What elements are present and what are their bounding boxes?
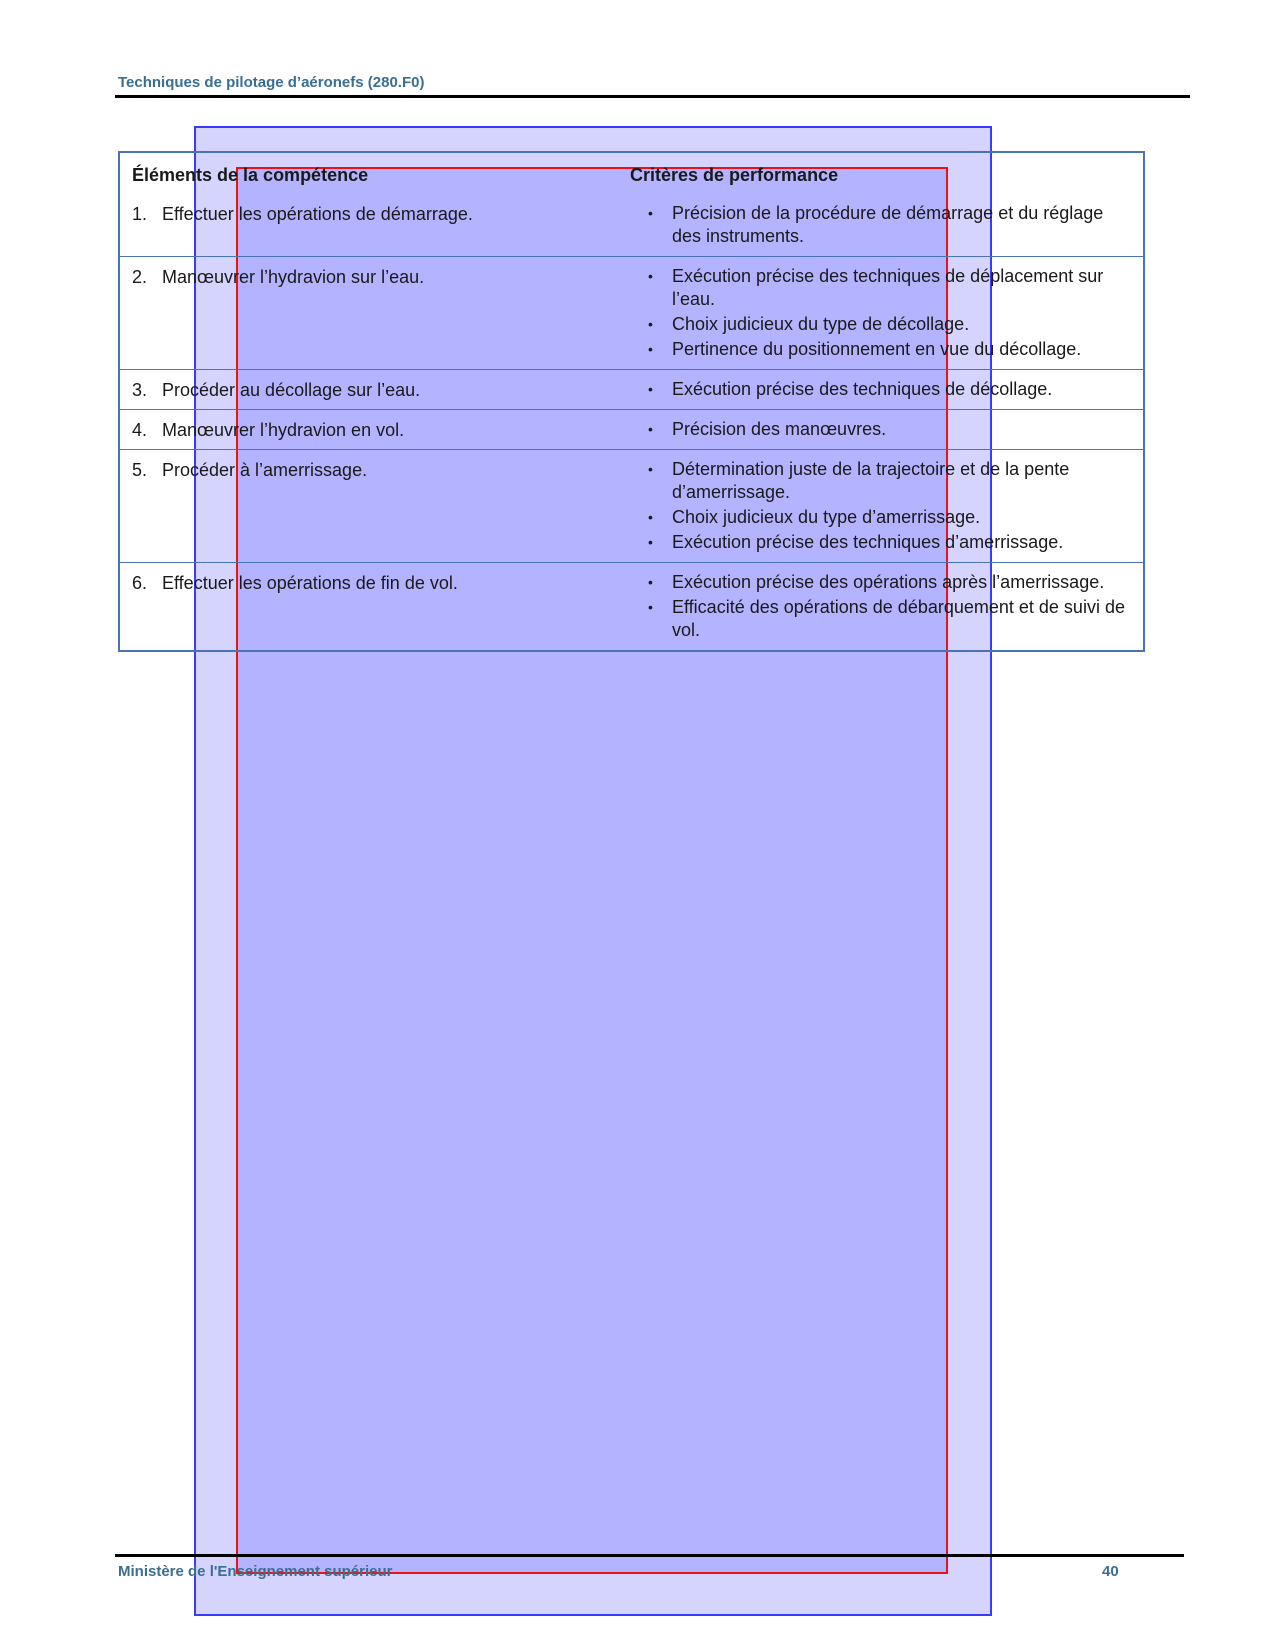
- criterion-text: Choix judicieux du type de décollage.: [672, 314, 970, 334]
- bullet-icon: •: [648, 534, 653, 550]
- bullet-icon: •: [648, 509, 653, 525]
- element-number: 6.: [132, 573, 148, 593]
- performance-criteria: [630, 563, 1143, 650]
- performance-criteria: [630, 410, 1143, 449]
- competency-element: [120, 257, 630, 369]
- column-header-criteria: Critères de performance: [630, 165, 839, 185]
- competency-element: [120, 194, 630, 256]
- element-text: Manœuvrer l’hydravion en vol.: [162, 420, 405, 440]
- criterion-text: Exécution précise des opérations après l’amerrissage.: [672, 572, 1105, 592]
- element-text: Manœuvrer l’hydravion sur l’eau.: [162, 267, 425, 287]
- table-row: [120, 369, 1143, 409]
- page-number: 40: [1102, 1563, 1119, 1580]
- criterion-item: [630, 378, 1135, 401]
- criterion-text: Précision de la procédure de démarrage et du réglage des instruments.: [672, 203, 1104, 246]
- element-number: 3.: [132, 380, 148, 400]
- element-number: 4.: [132, 420, 148, 440]
- competency-element: [120, 410, 630, 449]
- criterion-text: Détermination juste de la trajectoire et de la pente d’amerrissage.: [672, 459, 1070, 502]
- element-number: 1.: [132, 204, 148, 224]
- performance-criteria: [630, 194, 1143, 256]
- criterion-item: [630, 338, 1135, 361]
- bullet-icon: •: [648, 316, 653, 332]
- competency-element: [120, 563, 630, 650]
- header-rule: [115, 95, 1190, 98]
- bullet-icon: •: [648, 341, 653, 357]
- performance-criteria: [630, 370, 1143, 409]
- bullet-icon: •: [648, 421, 653, 437]
- criterion-item: [630, 313, 1135, 336]
- footer-ministry: Ministère de l'Enseignement supérieur: [118, 1563, 393, 1580]
- table-row: [120, 409, 1143, 449]
- criterion-item: [630, 531, 1135, 554]
- competency-element: [120, 370, 630, 409]
- performance-criteria: [630, 450, 1143, 562]
- criterion-text: Efficacité des opérations de débarquement et de suivi de vol.: [672, 597, 1125, 640]
- criterion-text: Exécution précise des techniques de déplacement sur l’eau.: [672, 266, 1104, 309]
- criterion-item: [630, 596, 1135, 642]
- element-number: 5.: [132, 460, 148, 480]
- bullet-icon: •: [648, 599, 653, 615]
- element-number: 2.: [132, 267, 148, 287]
- table-row: [120, 449, 1143, 562]
- table-row: [120, 256, 1143, 369]
- criterion-item: [630, 571, 1135, 594]
- bullet-icon: •: [648, 205, 653, 221]
- table-row: [120, 562, 1143, 650]
- criterion-text: Choix judicieux du type d’amerrissage.: [672, 507, 981, 527]
- criterion-item: [630, 265, 1135, 311]
- document-header: Techniques de pilotage d’aéronefs (280.F0): [118, 74, 425, 91]
- competency-table: [118, 151, 1145, 652]
- competency-element: [120, 450, 630, 562]
- bullet-icon: •: [648, 381, 653, 397]
- bullet-icon: •: [648, 461, 653, 477]
- bullet-icon: •: [648, 268, 653, 284]
- bullet-icon: •: [648, 574, 653, 590]
- criterion-text: Précision des manœuvres.: [672, 419, 887, 439]
- performance-criteria: [630, 257, 1143, 369]
- criterion-item: [630, 506, 1135, 529]
- table-header-row: [120, 153, 1143, 194]
- column-header-elements: Éléments de la compétence: [132, 165, 369, 185]
- criterion-text: Exécution précise des techniques d’amerrissage.: [672, 532, 1064, 552]
- criterion-item: [630, 458, 1135, 504]
- criterion-text: Exécution précise des techniques de décollage.: [672, 379, 1053, 399]
- footer-rule: [115, 1554, 1184, 1557]
- criterion-item: [630, 418, 1135, 441]
- element-text: Procéder à l’amerrissage.: [162, 460, 368, 480]
- criterion-text: Pertinence du positionnement en vue du décollage.: [672, 339, 1082, 359]
- element-text: Effectuer les opérations de démarrage.: [162, 204, 473, 224]
- table-row: [120, 194, 1143, 256]
- element-text: Effectuer les opérations de fin de vol.: [162, 573, 458, 593]
- element-text: Procéder au décollage sur l’eau.: [162, 380, 421, 400]
- criterion-item: [630, 202, 1135, 248]
